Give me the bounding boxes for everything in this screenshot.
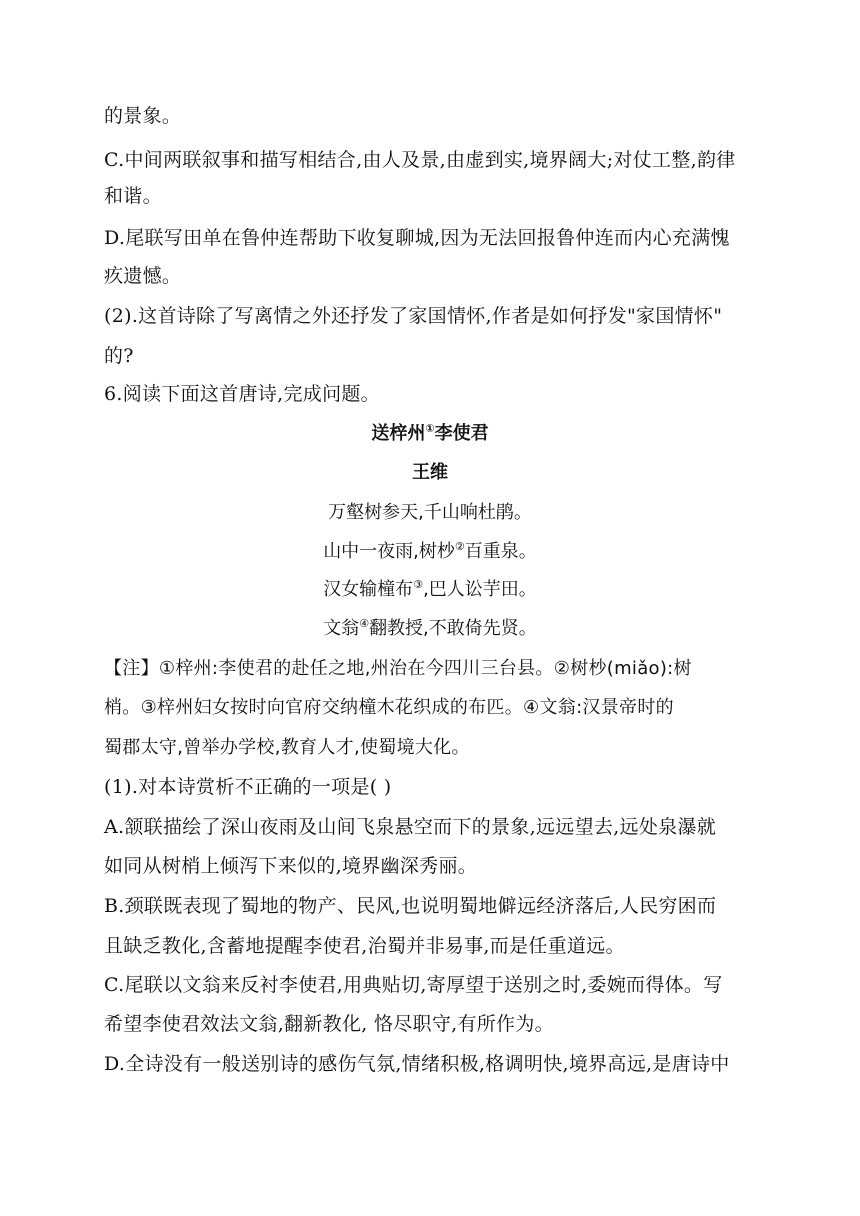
q6-option-d-line-1: D.全诗没有一般送别诗的感伤气氛,情绪积极,格调明快,境界高远,是唐诗中 — [104, 1053, 730, 1075]
q6-option-b-line-1: B.颈联既表现了蜀地的物产、民风,也说明蜀地僻远经济落后,人民穷困而 — [104, 895, 717, 917]
q6-option-a-line-1: A.颔联描绘了深山夜雨及山间飞泉悬空而下的景象,远远望去,远处泉瀑就 — [104, 816, 717, 838]
q5-sub2-line-2: 的? — [104, 345, 134, 367]
poem-line-3-part-b: ,巴人讼芋田。 — [423, 579, 537, 600]
q6-option-b-line-2: 且缺乏教化,含蓄地提醒李使君,治蜀并非易事,而是任重道远。 — [104, 935, 625, 957]
poem-note-line-2: 梢。③梓州妇女按时向官府交纳橦木花织成的布匹。④文翁:汉景帝时的 — [104, 697, 674, 718]
poem-line-3-note-mark: ③ — [413, 578, 424, 591]
poem-note-line-1: 【注】①梓州:李使君的赴任之地,州治在今四川三台县。②树杪(miǎo):树 — [104, 658, 692, 679]
poem-line-2 — [0, 540, 860, 564]
q6-option-c-line-2: 希望李使君效法文翁,翻新教化, 恪尽职守,有所作为。 — [104, 1013, 554, 1035]
poem-note-line-3: 蜀郡太守,曾举办学校,教育人才,使蜀境大化。 — [104, 737, 470, 758]
poem-line-4 — [0, 617, 860, 641]
poem-title-part-b: 李使君 — [434, 423, 489, 444]
poem-line-2-part-b: 百重泉。 — [464, 541, 537, 562]
poem-line-2-note-mark: ② — [454, 540, 465, 553]
q5-text-line: 的景象。 — [104, 105, 182, 127]
poem-title-note-mark: ① — [425, 422, 435, 435]
q6-option-a-line-2: 如同从树梢上倾泻下来似的,境界幽深秀丽。 — [104, 855, 478, 877]
q5-sub2-line-1: (2).这首诗除了写离情之外还抒发了家国情怀,作者是如何抒发"家国情怀" — [104, 305, 723, 327]
q5-option-c-line-1: C.中间两联叙事和描写相结合,由人及景,由虚到实,境界阔大;对仗工整,韵律 — [104, 149, 736, 171]
poem-line-1: 万壑树参天,千山响杜鹃。 — [328, 502, 532, 523]
poem-line-3-part-a: 汉女输橦布 — [323, 579, 414, 600]
q5-option-d-line-2: 疚遗憾。 — [104, 265, 182, 287]
q6-sub1: (1).对本诗赏析不正确的一项是( ) — [104, 776, 392, 798]
poem-author: 王维 — [412, 462, 448, 483]
poem-title — [0, 422, 860, 446]
poem-line-3 — [0, 578, 860, 602]
poem-line-4-part-b: 翻教授,不敢倚先贤。 — [369, 618, 537, 639]
poem-title-part-a: 送梓州 — [371, 423, 426, 444]
q6-intro: 6.阅读下面这首唐诗,完成问题。 — [104, 383, 380, 405]
q5-option-d-line-1: D.尾联写田单在鲁仲连帮助下收复聊城,因为无法回报鲁仲连而内心充满愧 — [104, 227, 730, 249]
q5-option-c-line-2: 和谐。 — [104, 185, 162, 207]
poem-line-4-note-mark: ④ — [359, 617, 370, 630]
poem-line-2-part-a: 山中一夜雨,树杪 — [323, 541, 455, 562]
q6-option-c-line-1: C.尾联以文翁来反衬李使君,用典贴切,寄厚望于送别之时,委婉而得体。写 — [104, 974, 723, 996]
poem-line-4-part-a: 文翁 — [323, 618, 360, 639]
